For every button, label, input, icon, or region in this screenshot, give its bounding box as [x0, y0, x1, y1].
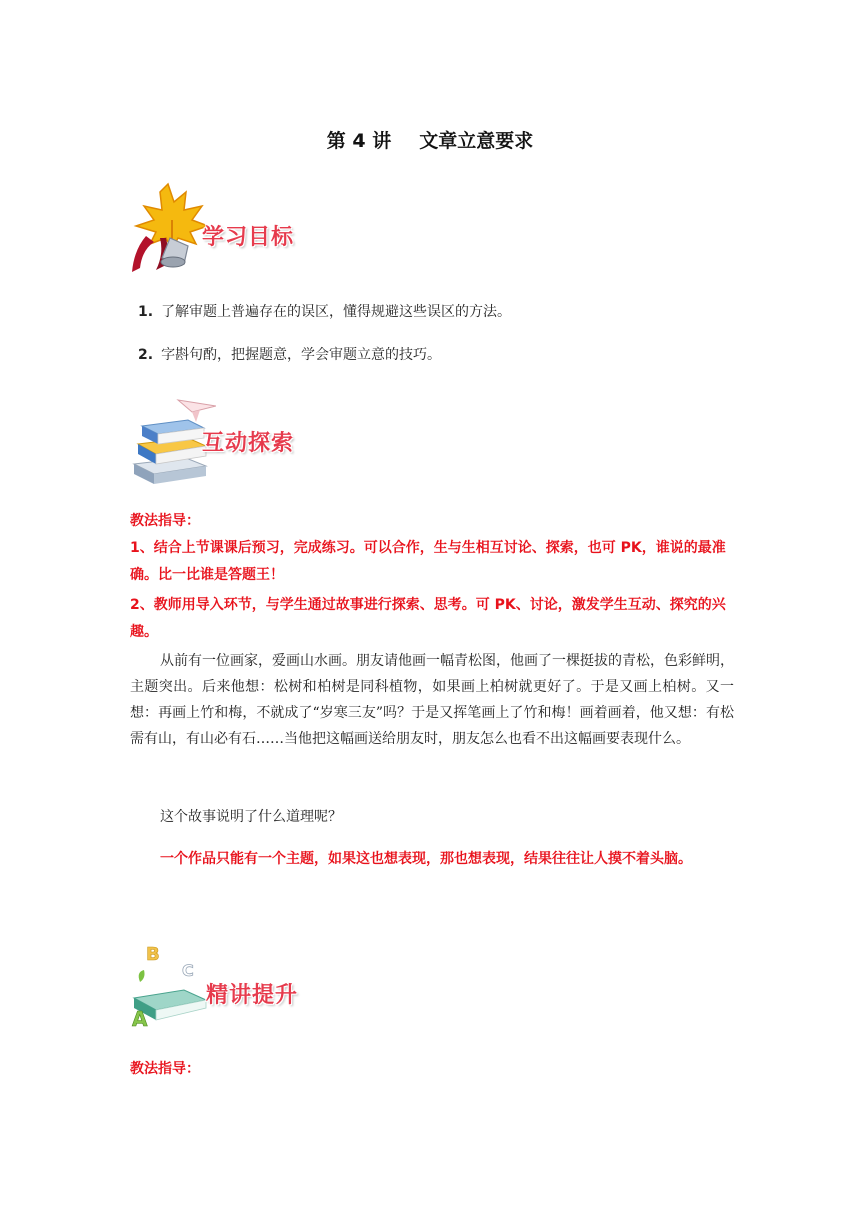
goal-item	[138, 301, 511, 321]
refinement-label: 精讲提升	[206, 983, 299, 1008]
guide-title: 教法指导：	[130, 513, 200, 529]
guide-item: 2、教师用导入环节，与学生通过故事进行探索、思考。可 PK、讨论，激发学生互动、探究的兴趣。	[130, 597, 726, 640]
guide-title: 教法指导：	[130, 1061, 200, 1077]
page-title	[0, 126, 860, 153]
goal-number: 1.	[138, 304, 154, 320]
story-paragraph: 从前有一位画家，爱画山水画。朋友请他画一幅青松图，他画了一棵挺拔的青松，色彩鲜明，主题突出。后来他想：松树和柏树是同科植物，如果画上柏树就更好了。于是又画上柏树。又一想：再画上竹和梅，不就成了“岁寒三友”吗？于是又挥笔画上了竹和梅！画着画着，他又想：有松需有山，有山必有石……当他把这幅画送给朋友时，朋友怎么也看不出这幅画要表现什么。	[130, 653, 734, 747]
guide-item: 1、结合上节课课后预习，完成练习。可以合作，生与生相互讨论、探索，也可 PK，谁说的最准确。比一比谁是答题王！	[130, 540, 726, 583]
abc-book-icon	[126, 936, 216, 1032]
lecture-number: 第 4 讲	[326, 130, 392, 152]
story-answer: 一个作品只能有一个主题，如果这也想表现，那也想表现，结果往往让人摸不着头脑。	[160, 851, 692, 867]
interactive-label: 互动探索	[202, 431, 295, 456]
learning-goals-label: 学习目标	[202, 225, 295, 250]
svg-text:A: A	[132, 1007, 148, 1031]
lecture-topic: 文章立意要求	[419, 130, 534, 152]
story-question: 这个故事说明了什么道理呢？	[160, 809, 342, 825]
interactive-header	[126, 392, 326, 488]
goal-item	[138, 344, 441, 364]
goal-text: 了解审题上普遍存在的误区，懂得规避这些误区的方法。	[161, 304, 512, 320]
goal-text: 字斟句酌，把握题意，学会审题立意的技巧。	[161, 347, 442, 363]
svg-text:B: B	[146, 944, 160, 965]
learning-goals-header	[126, 180, 326, 276]
goal-number: 2.	[138, 347, 154, 363]
svg-text:C: C	[182, 961, 194, 980]
refinement-header	[126, 936, 326, 1032]
